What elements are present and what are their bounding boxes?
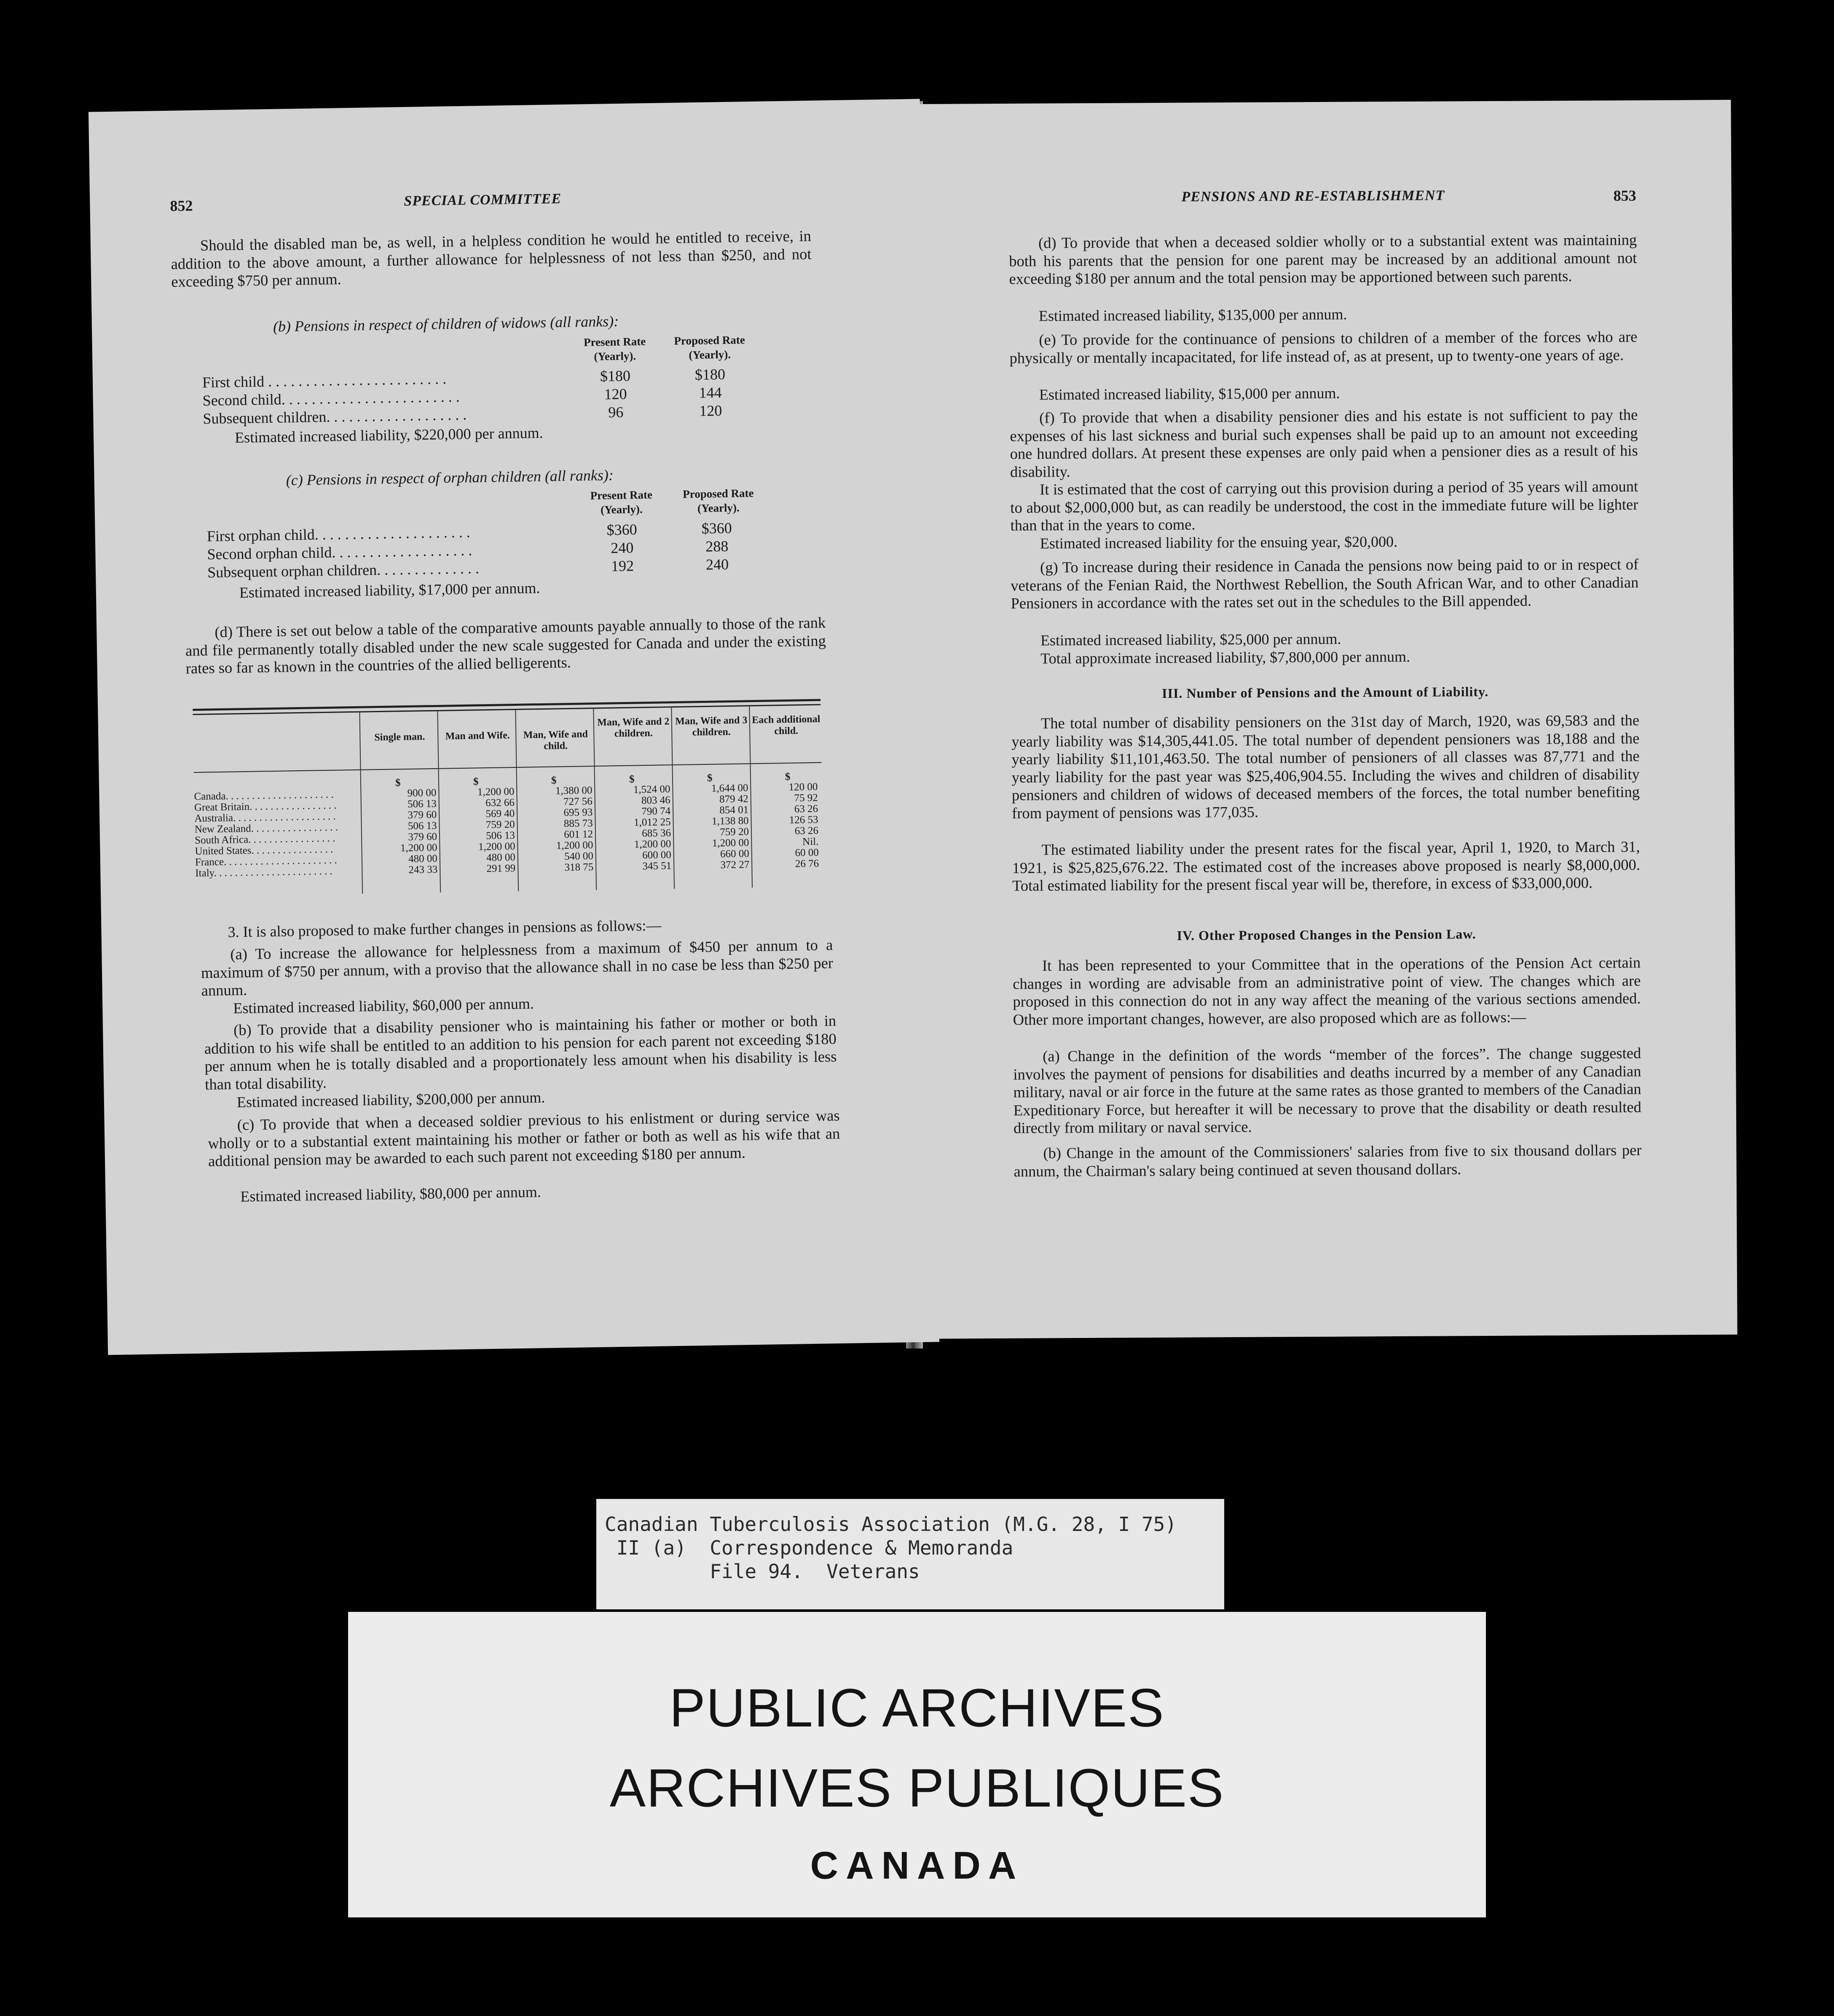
proposed-rate: 240 <box>705 555 729 573</box>
row-label: Subsequent orphan children. . . . . . . . . . . . . . <box>207 560 480 581</box>
rate-cell: 379 60 <box>408 831 437 843</box>
currency-mark: $ <box>785 771 791 783</box>
running-head: PENSIONS AND RE-ESTABLISHMENT <box>1181 188 1445 205</box>
stamp-french: ARCHIVES PUBLIQUES <box>609 1758 1225 1818</box>
rate-cell: 63 26 <box>794 803 818 815</box>
currency-mark: $ <box>395 777 401 789</box>
present-rate: 96 <box>608 403 624 421</box>
col-header-wife: Man and Wife. <box>445 730 510 742</box>
row-label: Subsequent children. . . . . . . . . . . . . . . . . . . <box>203 406 467 427</box>
item3-c-liability: Estimated increased liability, $80,000 per annum. <box>240 1183 542 1205</box>
file-label-line: File 94. Veterans <box>605 1560 920 1583</box>
section-4-item-b: (b) Change in the amount of the Commissioners' salaries from five to six thousand dollars per annum, the Chairman's salary being continued at seven thousand dollars. <box>1014 1141 1642 1180</box>
rate-cell: 506 13 <box>408 820 437 832</box>
rate-cell: 660 00 <box>720 848 750 860</box>
page-number: 853 <box>1613 187 1636 204</box>
proposed-rate: 120 <box>699 402 722 419</box>
paragraph-f-estimate: It is estimated that the cost of carrying out this provision during a period of 35 years will amount to about $2,000,000 but, as can readily be understood, the cost in the immediate future will be lighter than that in the years to come. <box>1010 477 1638 534</box>
rate-cell: 1,200 00 <box>712 837 749 849</box>
proposed-rate: $360 <box>701 519 732 537</box>
rate-cell: 601 12 <box>564 828 593 841</box>
stamp-english: PUBLIC ARCHIVES <box>669 1678 1165 1738</box>
row-label: First orphan child. . . . . . . . . . . . . . . . . . . . . <box>206 523 471 545</box>
rate-cell: 379 60 <box>408 809 437 821</box>
rate-cell: 885 73 <box>563 818 593 830</box>
item3-a-liability: Estimated increased liability, $60,000 per annum. <box>233 995 534 1017</box>
col-header-single: Single man. <box>374 731 425 743</box>
rate-cell: 600 00 <box>642 849 672 861</box>
country-name: Canada. . . . . . . . . . . . . . . . . . . . . <box>194 788 334 802</box>
country-name: Great Britain. . . . . . . . . . . . . . . . . <box>194 799 337 813</box>
col-header-wife-child: Man, Wife and child. <box>523 729 588 752</box>
proposed-rate: 144 <box>699 384 722 402</box>
paragraph-d: (d) To provide that when a deceased soldier wholly or to a substantial extent was maintaining both his parents that the pension for one parent may be increased by an additional amount not exceeding $180 per annum and the total pension may be apportioned between such parents. <box>1009 231 1637 288</box>
country-name: Italy. . . . . . . . . . . . . . . . . . . . . . . <box>195 865 332 879</box>
section-3-paragraph: The total number of disability pensioners on the 31st day of March, 1920, was 69,583 and the yearly liability was $14,305,441.05. The total number of dependent pensioners was 18,188 and the yearly liability $11,101,463.50. The total number of pensioners of all classes was 87,771 and the yearly liability for the past year was $25,406,904.55. Including the wives and children of disability pensioners and children of widows of deceased members of the forces, the total number benefiting from payment of pensions was 177,035. <box>1011 711 1640 822</box>
paragraph-d: (d) There is set out below a table of the comparative amounts payable annually to those of the rank and file permanently totally disabled under the new scale suggested for Canada and under the existing rates so far as known in the countries of the allied belligerents. <box>185 614 826 677</box>
rate-cell: 480 00 <box>408 853 438 865</box>
paragraph-e: (e) To provide for the continuance of pensions to children of a member of the forces who are physically or mentally incapacitated, for life instead of, as at present, up to twenty-one years of age. <box>1009 328 1638 367</box>
rate-cell: 759 20 <box>720 826 749 838</box>
right-page <box>911 100 1737 1339</box>
col-header-each-child: Each additional child. <box>752 713 820 737</box>
orphans-heading: (c) Pensions in respect of orphan children (all ranks): <box>286 466 614 489</box>
rate-cell: 318 75 <box>564 861 594 874</box>
rate-cell: 1,380 00 <box>555 785 593 797</box>
currency-mark: $ <box>629 773 635 785</box>
paragraph-g-liability: Estimated increased liability, $25,000 per annum. <box>1040 630 1341 649</box>
rate-cell: 26 76 <box>795 858 819 870</box>
section-3-estimate: The estimated liability under the present rates for the fiscal year, April 1, 1920, to March 31, 1921, is $25,825,676.22. The estimated cost of the increases above proposed is nearly $8,000,000. Total estimated liability for the present fiscal year will be, therefore, in excess of $33,000,000. <box>1012 838 1640 895</box>
country-name: South Africa. . . . . . . . . . . . . . . . . <box>194 832 335 846</box>
item3-c: (c) To provide that when a deceased soldier previous to his enlistment or during service was wholly or to a substantial extent maintaining his mother or father or both as well as his wife that an additional pension may be awarded to each such parent not exceeding $180 per annum. <box>208 1106 840 1170</box>
rate-cell: 759 20 <box>485 818 515 831</box>
stamp-country: CANADA <box>810 1844 1024 1887</box>
row-label: Second child. . . . . . . . . . . . . . . . . . . . . . . . <box>202 388 460 409</box>
rate-cell: 243 33 <box>408 863 438 876</box>
rate-cell: 1,524 00 <box>633 783 670 796</box>
orphans-liability: Estimated increased liability, $17,000 per annum. <box>239 579 540 601</box>
rate-cell: 291 99 <box>486 862 516 875</box>
rate-cell: 632 66 <box>485 797 515 809</box>
item3-a: (a) To increase the allowance for helplessness from a maximum of $450 per annum to a maximum of $750 per annum, with a proviso that the allowance shall in no case be less than $250 per annum. <box>201 936 834 999</box>
currency-mark: $ <box>551 775 557 786</box>
row-label: Second orphan child. . . . . . . . . . . . . . . . . . . <box>207 542 472 563</box>
rate-cell: 372 27 <box>720 859 750 871</box>
rate-cell: Nil. <box>802 836 819 848</box>
rate-cell: 1,200 00 <box>556 839 593 852</box>
rate-cell: 790 74 <box>641 805 671 818</box>
paragraph-g: (g) To increase during their residence in Canada the pensions now being paid to or in respect of veterans of the Fenian Raid, the Northwest Rebellion, the South African War, and to other Canadian Pensioners in accordance with the rates set out in the schedules to the Bill appended. <box>1011 555 1639 612</box>
orphans-col-proposed: Proposed Rate (Yearly). <box>683 486 754 515</box>
rate-cell: 1,200 00 <box>478 840 515 853</box>
rate-cell: 1,200 00 <box>477 786 515 798</box>
section-4-item-a: (a) Change in the definition of the words “member of the forces”. The change suggested involves the payment of pensions for disabilities and deaths incurred by a member of any Canadian military, naval or air force in the future at the same rates as those granted to members of the Canadian Expeditionary Force, but hereafter it will be necessary to prove that the disability or death resulted directly from military or naval service. <box>1013 1044 1641 1137</box>
running-head: SPECIAL COMMITTEE <box>404 191 562 209</box>
rate-cell: 1,012 25 <box>633 816 671 828</box>
rate-cell: 695 93 <box>563 807 593 819</box>
page-number: 852 <box>170 197 193 214</box>
rate-cell: 120 00 <box>788 781 818 793</box>
rate-cell: 1,200 00 <box>634 838 671 850</box>
rate-cell: 75 92 <box>794 792 818 804</box>
widows-col-proposed: Proposed Rate (Yearly). <box>674 333 745 362</box>
country-name: United States. . . . . . . . . . . . . . . . <box>195 843 333 857</box>
total-liability: Total approximate increased liability, $7,800,000 per annum. <box>1040 648 1410 667</box>
rate-cell: 803 46 <box>641 794 670 807</box>
item3-intro: 3. It is also proposed to make further changes in pensions as follows:— <box>228 917 662 941</box>
country-name: New Zealand. . . . . . . . . . . . . . . . . <box>194 821 338 835</box>
paragraph-d-liability: Estimated increased liability, $135,000 per annum. <box>1038 306 1347 324</box>
widows-col-present: Present Rate (Yearly). <box>583 335 646 363</box>
paragraph-f-liability: Estimated increased liability for the ensuing year, $20,000. <box>1040 533 1398 552</box>
rate-cell: 854 01 <box>719 804 749 816</box>
rate-cell: 63 26 <box>794 825 819 837</box>
item3-b: (b) To provide that a disability pensioner who is maintaining his father or mother or both in addition to his wife shall be entitled to an addition to his pension for each parent not exceeding $180 per annum when he is totally disabled and a proportionately less amount when his disability is less than total disability. <box>204 1012 837 1093</box>
currency-mark: $ <box>707 772 713 784</box>
rate-cell: 540 00 <box>564 850 594 863</box>
rate-cell: 506 13 <box>486 829 515 842</box>
rate-cell: 1,200 00 <box>400 842 437 854</box>
paragraph-e-liability: Estimated increased liability, $15,000 per annum. <box>1039 384 1340 403</box>
rate-cell: 1,644 00 <box>711 782 748 794</box>
section-3-title: III. Number of Pensions and the Amount of Liability. <box>1162 684 1489 701</box>
present-rate: $180 <box>600 367 631 385</box>
item3-b-liability: Estimated increased liability, $200,000 per annum. <box>236 1088 545 1111</box>
section-4-title: IV. Other Proposed Changes in the Pension Law. <box>1177 926 1476 943</box>
paragraph-f: (f) To provide that when a disability pensioner dies and his estate is not sufficient to pay the expenses of his last sickness and burial such expenses shall be paid up to an amount not exceeding one hundred dollars. At present these expenses are only paid when a pensioner dies as a result of his disability. <box>1010 406 1638 480</box>
rate-cell: 727 56 <box>563 796 593 808</box>
rate-cell: 126 53 <box>789 814 818 826</box>
proposed-rate: $180 <box>694 366 726 383</box>
file-label-line: Canadian Tuberculosis Association (M.G. 28, I 75) <box>605 1513 1177 1536</box>
present-rate: 240 <box>611 539 634 557</box>
present-rate: 120 <box>604 385 627 403</box>
rate-cell: 506 13 <box>407 798 437 810</box>
rate-cell: 345 51 <box>642 860 672 872</box>
rate-cell: 900 00 <box>407 787 437 799</box>
section-4-paragraph: It has been represented to your Committee that in the operations of the Pension Act certain changes in wording are advisable from an administrative point of view. The changes which are proposed in this connection do not in any way affect the meaning of the various sections amended. Other more important changes, however, are also proposed which are as follows:— <box>1013 954 1641 1028</box>
currency-mark: $ <box>473 776 479 788</box>
rate-cell: 685 36 <box>642 827 671 839</box>
rate-cell: 60 00 <box>795 847 819 859</box>
left-page <box>88 99 939 1355</box>
widows-heading: (b) Pensions in respect of children of widows (all ranks): <box>273 312 619 335</box>
proposed-rate: 288 <box>705 537 729 555</box>
public-archives-stamp <box>348 1612 1486 1917</box>
intro-paragraph: Should the disabled man be, as well, in a helpless condition he would he entitled to receive, in addition to the above amount, a further allowance for helplessness of not less than $250, and not exceeding $750 per annum. <box>171 227 812 290</box>
orphans-col-present: Present Rate (Yearly). <box>590 488 653 516</box>
present-rate: 192 <box>611 557 634 575</box>
country-name: Australia. . . . . . . . . . . . . . . . . . . . <box>194 810 336 824</box>
comparative-rates-table <box>193 699 820 879</box>
file-label-line: II (a) Correspondence & Memoranda <box>605 1536 1014 1559</box>
present-rate: $360 <box>606 521 637 539</box>
col-header-3-children: Man, Wife and 3 children. <box>675 715 748 738</box>
row-label: First child . . . . . . . . . . . . . . . . . . . . . . . . <box>202 370 447 391</box>
country-name: France. . . . . . . . . . . . . . . . . . . . . . <box>195 854 337 868</box>
col-header-2-children: Man, Wife and 2 children. <box>597 716 670 740</box>
archive-file-label <box>596 1499 1224 1609</box>
rate-cell: 879 42 <box>719 793 748 805</box>
rate-cell: 1,138 80 <box>711 815 749 827</box>
widows-liability: Estimated increased liability, $220,000 per annum. <box>234 424 543 446</box>
table-header-rule <box>194 762 822 773</box>
rate-cell: 480 00 <box>486 851 516 864</box>
rate-cell: 569 40 <box>485 807 515 820</box>
